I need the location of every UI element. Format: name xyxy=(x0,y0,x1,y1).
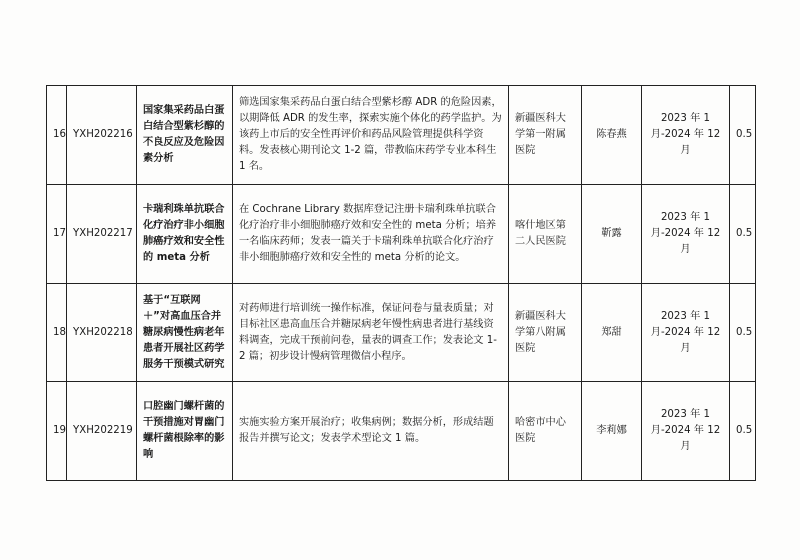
table-row xyxy=(47,86,756,185)
project-funding: 0.5 xyxy=(730,284,756,382)
project-leader: 靳露 xyxy=(582,185,642,284)
table-row xyxy=(47,284,756,382)
project-code: YXH202219 xyxy=(67,382,137,481)
project-leader: 李莉娜 xyxy=(582,382,642,481)
project-unit: 哈密市中心医院 xyxy=(509,382,582,481)
project-content: 对药师进行培训统一操作标准，保证问卷与量表质量；对目标社区患高血压合并糖尿病老年慢性病患者进行基线资料调查，完成干预前问卷，量表的调查工作；发表论文 1-2 篇；初步设计慢病管理微信小程序。 xyxy=(233,284,509,382)
project-title: 国家集采药品白蛋白结合型紫杉醇的不良反应及危险因素分析 xyxy=(137,86,233,185)
project-funding: 0.5 xyxy=(730,86,756,185)
project-code: YXH202218 xyxy=(67,284,137,382)
project-unit: 新疆医科大学第一附属医院 xyxy=(509,86,582,185)
project-period: 2023 年 1 月-2024 年 12 月 xyxy=(642,382,730,481)
row-number: 19 xyxy=(47,382,67,481)
project-table xyxy=(46,85,756,481)
project-content: 筛选国家集采药品白蛋白结合型紫杉醇 ADR 的危险因素，以期降低 ADR 的发生率，探索实施个体化的药学监护。为该药上市后的安全性再评价和药品风险管理提供科学资料。发表核心期刊论文 1-2 篇，带教临床药学专业本科生 1 名。 xyxy=(233,86,509,185)
row-number: 18 xyxy=(47,284,67,382)
project-period: 2023 年 1 月-2024 年 12 月 xyxy=(642,86,730,185)
row-number: 16 xyxy=(47,86,67,185)
table-row xyxy=(47,382,756,481)
project-unit: 喀什地区第二人民医院 xyxy=(509,185,582,284)
project-period: 2023 年 1 月-2024 年 12 月 xyxy=(642,185,730,284)
project-content: 实施实验方案开展治疗；收集病例；数据分析，形成结题报告并撰写论文；发表学术型论文 1 篇。 xyxy=(233,382,509,481)
project-funding: 0.5 xyxy=(730,185,756,284)
project-title: 基于“互联网＋”对高血压合并糖尿病慢性病老年患者开展社区药学服务干预模式研究 xyxy=(137,284,233,382)
project-code: YXH202217 xyxy=(67,185,137,284)
project-period: 2023 年 1 月-2024 年 12 月 xyxy=(642,284,730,382)
project-title: 卡瑞利珠单抗联合化疗治疗非小细胞肺癌疗效和安全性的 meta 分析 xyxy=(137,185,233,284)
table-row xyxy=(47,185,756,284)
project-leader: 陈春燕 xyxy=(582,86,642,185)
project-funding: 0.5 xyxy=(730,382,756,481)
project-title: 口腔幽门螺杆菌的干预措施对胃幽门螺杆菌根除率的影响 xyxy=(137,382,233,481)
project-unit: 新疆医科大学第八附属医院 xyxy=(509,284,582,382)
project-content: 在 Cochrane Library 数据库登记注册卡瑞利珠单抗联合化疗治疗非小细胞肺癌疗效和安全性的 meta 分析；培养一名临床药师；发表一篇关于卡瑞利珠单抗联合化疗治疗非小细胞肺癌疗效和安全性的 meta 分析的论文。 xyxy=(233,185,509,284)
row-number: 17 xyxy=(47,185,67,284)
project-leader: 郑甜 xyxy=(582,284,642,382)
project-code: YXH202216 xyxy=(67,86,137,185)
